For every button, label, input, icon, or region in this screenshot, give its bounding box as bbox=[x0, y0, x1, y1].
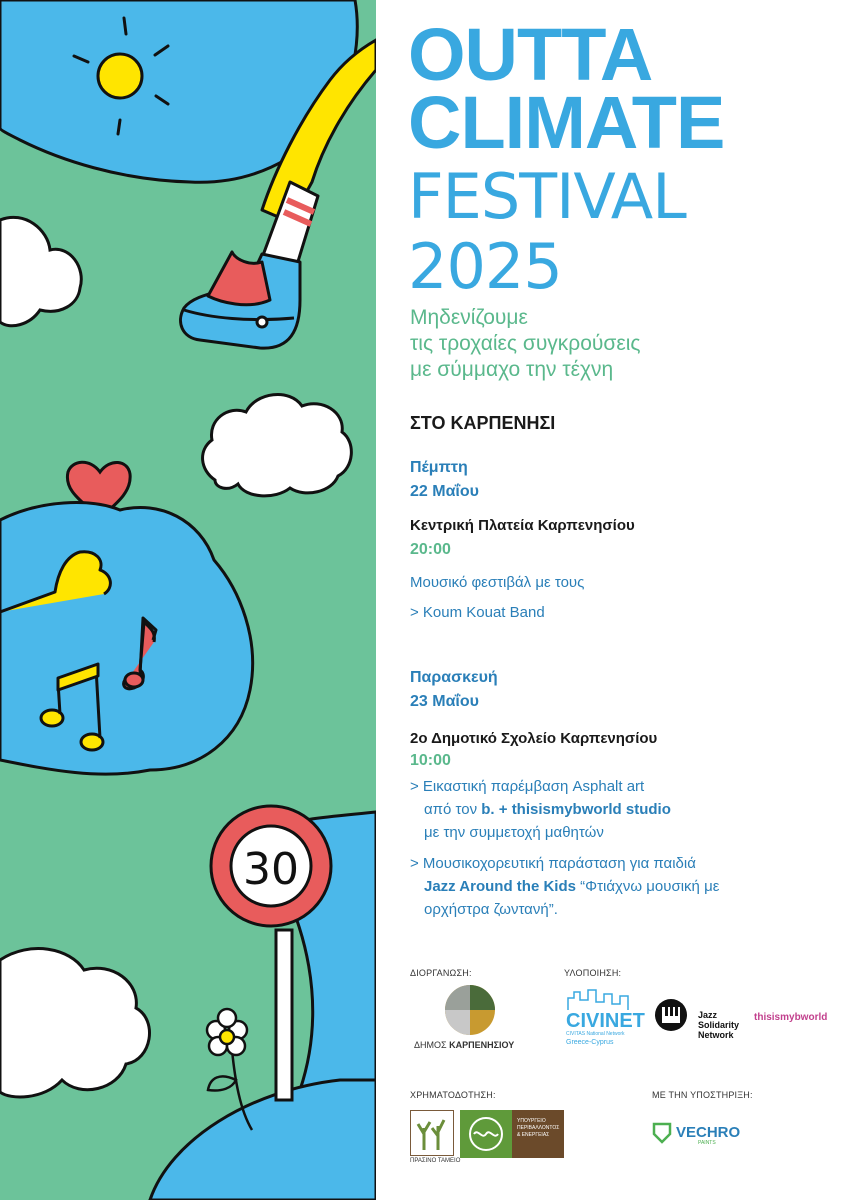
day1-venue: Κεντρική Πλατεία Καρπενησίου bbox=[410, 517, 635, 534]
funding-label: ΧΡΗΜΑΤΟΔΟΤΗΣΗ: bbox=[410, 1090, 496, 1100]
jazz-solidarity-name: Jazz Solidarity Network bbox=[698, 1010, 740, 1040]
subtitle-line-2: τις τροχαίες συγκρούσεις bbox=[410, 332, 641, 355]
festival-illustration bbox=[0, 0, 376, 1200]
municipality-logo bbox=[444, 984, 496, 1036]
day2-item2-line3: ορχήστρα ζωντανή”. bbox=[424, 901, 558, 918]
location-heading: ΣΤΟ ΚΑΡΠΕΝΗΣΙ bbox=[410, 413, 556, 433]
day2-item1-line3: με την συμμετοχή μαθητών bbox=[424, 824, 604, 841]
day1-description: Μουσικό φεστιβάλ με τους bbox=[410, 574, 585, 591]
sign-pole bbox=[276, 930, 292, 1100]
civinet-name: CIVINET bbox=[566, 1010, 645, 1032]
day2-item1-line2: από τον b. + thisismybworld studio bbox=[424, 801, 671, 818]
day2-venue: 2ο Δημοτικό Σχολείο Καρπενησίου bbox=[410, 730, 658, 747]
organizer-label: ΔΙΟΡΓΑΝΩΣΗ: bbox=[410, 968, 472, 978]
day2-date: 23 Μαΐου bbox=[410, 693, 479, 710]
day1-weekday: Πέμπτη bbox=[410, 459, 468, 476]
title-line-year: 2025 bbox=[408, 230, 562, 303]
jazz-solidarity-logo-icon bbox=[654, 998, 688, 1032]
day1-date: 22 Μαΐου bbox=[410, 483, 479, 500]
vechro-sub: PAINTS bbox=[698, 1140, 716, 1146]
civinet-sub1: CIVITAS National Network bbox=[566, 1031, 625, 1037]
day1-time: 20:00 bbox=[410, 541, 451, 558]
support-label: ΜΕ ΤΗΝ ΥΠΟΣΤΗΡΙΞΗ: bbox=[652, 1090, 753, 1100]
title-line-climate: CLIMATE bbox=[408, 81, 725, 164]
day2-time: 10:00 bbox=[410, 752, 451, 769]
vechro-logo-icon bbox=[652, 1122, 672, 1144]
civinet-skyline-icon bbox=[566, 986, 632, 1012]
ministry-emblem bbox=[460, 1110, 512, 1158]
green-fund-name: ΠΡΑΣΙΝΟ ΤΑΜΕΙΟ bbox=[410, 1158, 461, 1164]
municipality-name: ΔΗΜΟΣ ΚΑΡΠΕΝΗΣΙΟΥ bbox=[414, 1040, 515, 1050]
vechro-name: VECHRO bbox=[676, 1124, 741, 1141]
jazz-around-kids: Jazz Around the Kids bbox=[424, 878, 576, 895]
day1-act: > Koum Kouat Band bbox=[410, 604, 545, 621]
title-line-festival: FESTIVAL bbox=[408, 160, 686, 233]
ministry-name: ΥΠΟΥΡΓΕΙΟ ΠΕΡΙΒΑΛΛΟΝΤΟΣ & ΕΝΕΡΓΕΙΑΣ bbox=[517, 1118, 560, 1138]
studio-name: b. + thisismybworld studio bbox=[481, 801, 671, 818]
subtitle-line-3: με σύμμαχο την τέχνη bbox=[410, 358, 614, 381]
speed-limit-number: 30 bbox=[243, 844, 299, 895]
civinet-sub2: Greece-Cyprus bbox=[566, 1039, 614, 1046]
day2-weekday: Παρασκευή bbox=[410, 669, 498, 686]
day2-item2-line1: > Μουσικοχορευτική παράσταση για παιδιά bbox=[410, 855, 696, 872]
implementation-label: ΥΛΟΠΟΙΗΣΗ: bbox=[564, 968, 622, 978]
day2-item2-line2: Jazz Around the Kids “Φτιάχνω μουσική με bbox=[424, 878, 720, 895]
day2-item1-line1: > Εικαστική παρέμβαση Asphalt art bbox=[410, 778, 645, 795]
subtitle-line-1: Μηδενίζουμε bbox=[410, 306, 528, 329]
thisismybworld-logo: thisismybworld bbox=[754, 1012, 828, 1023]
event-info-panel bbox=[376, 0, 849, 1200]
speed-limit-sign bbox=[211, 806, 331, 926]
green-fund-logo bbox=[410, 1110, 454, 1156]
title-line-outta: OUTTA bbox=[408, 13, 653, 96]
